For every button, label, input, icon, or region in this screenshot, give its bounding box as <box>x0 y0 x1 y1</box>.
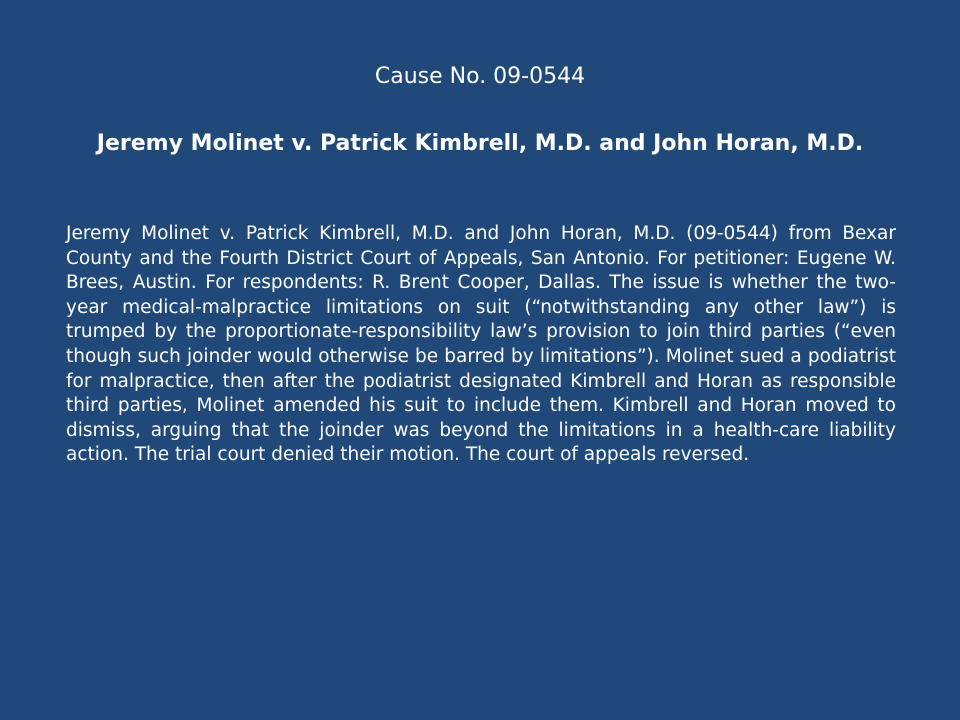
cause-number: Cause No. 09-0544 <box>374 64 586 89</box>
case-summary: Jeremy Molinet v. Patrick Kimbrell, M.D. and John Horan, M.D. (09-0544) from Bexar County and the Fourth District Court of Appeals, San Antonio. For petitioner: Eugene W. Brees, Austin. For respondents: R. Brent Cooper, Dallas. The issue is whether the two-year medical-malpractice limitations on suit (“notwithstanding any other law”) is trumped by the proportionate-responsibility law’s provision to join third parties (“even though such joinder would otherwise be barred by limitations”). Molinet sued a podiatrist for malpractice, then after the podiatrist designated Kimbrell and Horan as responsible third parties, Molinet amended his suit to include them. Kimbrell and Horan moved to dismiss, arguing that the joinder was beyond the limitations in a health-care liability action. The trial court denied their motion. The court of appeals reversed. <box>66 223 896 466</box>
case-title: Jeremy Molinet v. Patrick Kimbrell, M.D. and John Horan, M.D. <box>96 131 864 156</box>
